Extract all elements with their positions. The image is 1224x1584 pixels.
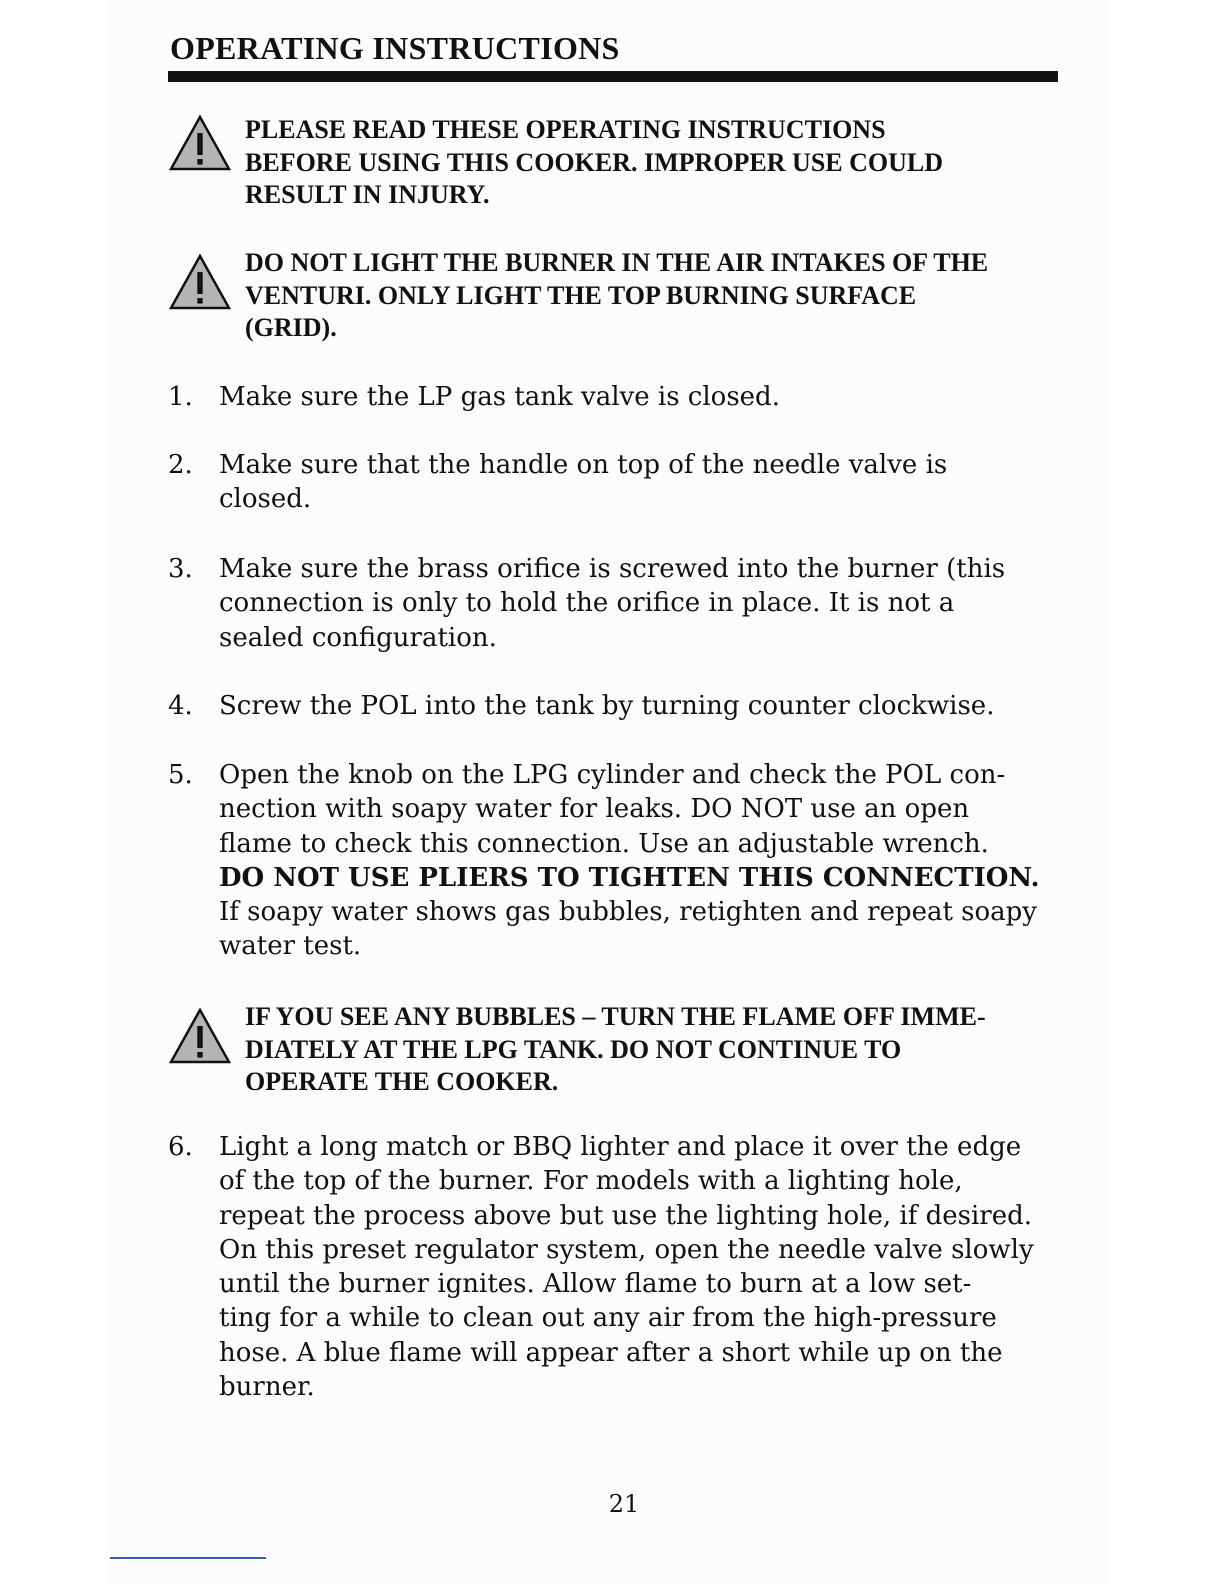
step-line: until the burner ignites. Allow flame to burn at a low set- — [219, 1269, 972, 1300]
step-line: hose. A blue flame will appear after a short while up on the — [219, 1337, 1003, 1368]
step-line: ting for a while to clean out any air from the high-pressure — [219, 1303, 997, 1334]
warning-line: IF YOU SEE ANY BUBBLES – TURN THE FLAME OFF IMME- — [245, 1002, 986, 1031]
step-line: closed. — [219, 484, 312, 515]
step-line: of the top of the burner. For models with a lighting hole, — [219, 1166, 963, 1197]
warning-line: DIATELY AT THE LPG TANK. DO NOT CONTINUE TO — [245, 1034, 902, 1064]
step-text — [219, 380, 1069, 414]
warning-triangle-icon — [168, 253, 232, 311]
step-line: nection with soapy water for leaks. DO NOT use an open — [219, 794, 970, 825]
step-line: On this preset regulator system, open the needle valve slowly — [219, 1234, 1034, 1265]
warning-line: BEFORE USING THIS COOKER. IMPROPER USE COULD — [245, 147, 944, 177]
warning-text — [245, 1001, 1065, 1099]
step-number: 3. — [168, 554, 193, 584]
page-number: 21 — [608, 1490, 640, 1518]
warning-line: OPERATE THE COOKER. — [245, 1067, 559, 1096]
step-text — [219, 552, 1069, 655]
step-line: repeat the process above but use the lighting hole, if desired. — [219, 1200, 1033, 1231]
step-line: Make sure the LP gas tank valve is closed. — [219, 382, 780, 412]
step-line: Light a long match or BBQ lighter and place it over the edge — [219, 1132, 1022, 1162]
step-number: 6. — [168, 1132, 193, 1162]
step-number: 4. — [168, 691, 193, 721]
step-text — [219, 689, 1069, 723]
step-line: Make sure that the handle on top of the needle valve is — [219, 450, 948, 480]
warning-line: (GRID). — [245, 313, 337, 342]
step-line: burner. — [219, 1372, 315, 1403]
step-line-emphasis: DO NOT USE PLIERS TO TIGHTEN THIS CONNECTION. — [219, 862, 1040, 893]
page-title: OPERATING INSTRUCTIONS — [170, 30, 620, 66]
step-text — [219, 758, 1069, 964]
step-line: Screw the POL into the tank by turning counter clockwise. — [219, 691, 995, 721]
step-line: connection is only to hold the orifice in place. It is not a — [219, 588, 955, 619]
step-line: sealed configuration. — [219, 622, 497, 653]
step-line: Open the knob on the LPG cylinder and check the POL con- — [219, 760, 1006, 790]
step-text — [219, 1130, 1069, 1404]
warning-text — [245, 114, 1065, 212]
step-line: water test. — [219, 931, 362, 962]
warning-line: VENTURI. ONLY LIGHT THE TOP BURNING SURFACE — [245, 280, 917, 310]
step-text — [219, 448, 1069, 517]
warning-line: DO NOT LIGHT THE BURNER IN THE AIR INTAKES OF THE — [245, 248, 989, 277]
bottom-rule — [110, 1557, 266, 1559]
warning-line: RESULT IN INJURY. — [245, 180, 490, 209]
step-number: 2. — [168, 450, 193, 480]
step-number: 1. — [168, 382, 193, 412]
warning-triangle-icon — [168, 114, 232, 172]
step-line: If soapy water shows gas bubbles, retighten and repeat soapy — [219, 897, 1037, 928]
warning-text — [245, 247, 1065, 345]
step-number: 5. — [168, 760, 193, 790]
step-line: Make sure the brass orifice is screwed into the burner (this — [219, 554, 1006, 584]
warning-line: PLEASE READ THESE OPERATING INSTRUCTIONS — [245, 115, 886, 144]
warning-triangle-icon — [168, 1007, 232, 1065]
title-rule — [168, 71, 1058, 82]
step-line: flame to check this connection. Use an adjustable wrench. — [219, 828, 989, 859]
